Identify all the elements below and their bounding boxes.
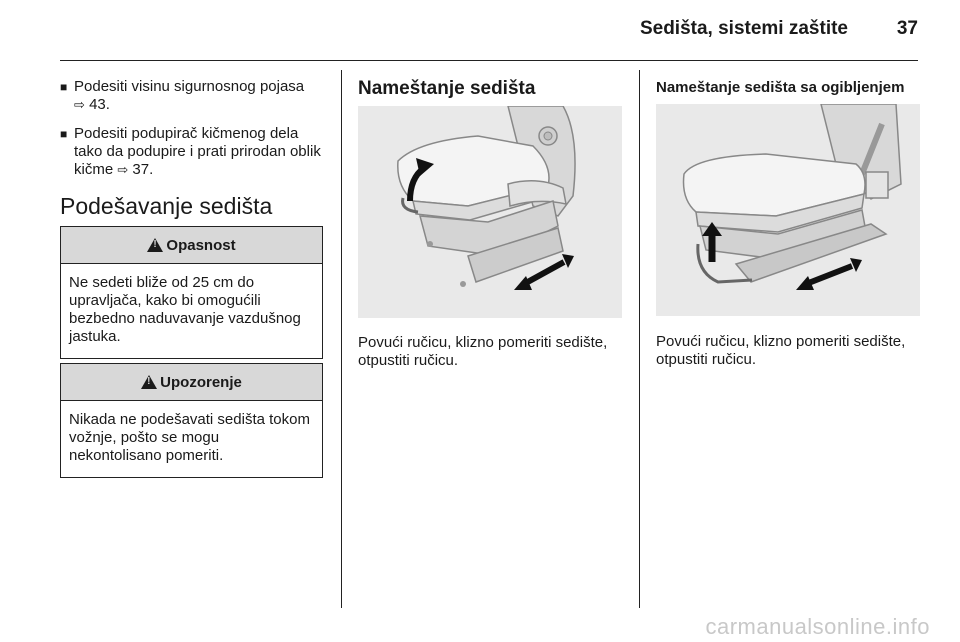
left-column <box>60 78 326 190</box>
warning-box <box>60 363 323 478</box>
seat-adjustment-illustration <box>358 106 622 318</box>
warning-box-header <box>61 364 322 401</box>
warning-triangle-icon <box>147 238 163 252</box>
header-divider <box>60 60 918 61</box>
cross-reference-arrow-icon: ⇨ <box>117 163 129 178</box>
cross-reference-arrow-icon: ⇨ <box>74 98 85 113</box>
suspension-seat-illustration <box>656 104 920 316</box>
column-divider <box>639 70 640 608</box>
bullet-text: Podesiti visinu sigurnosnog pojasa <box>74 78 305 95</box>
middle-caption: Povući ručicu, klizno pomeriti sedište, otpustiti ručicu. <box>358 334 608 369</box>
list-item <box>60 125 326 180</box>
list-item-text <box>74 125 326 180</box>
list-item-text <box>74 78 304 115</box>
danger-box-title: Opasnost <box>166 236 236 254</box>
bullet-icon: ■ <box>60 80 68 94</box>
warning-triangle-icon <box>141 375 157 389</box>
warning-box-title: Upozorenje <box>160 373 242 391</box>
danger-box-header <box>61 227 322 264</box>
cross-reference-page[interactable]: 43. <box>89 96 110 113</box>
suspension-seat-illustration-icon <box>656 104 920 316</box>
cross-reference-page[interactable]: 37. <box>132 161 154 178</box>
right-heading: Nameštanje sedišta sa ogibljenjem <box>656 79 905 96</box>
list-item <box>60 78 326 115</box>
page-number: 37 <box>896 18 918 39</box>
bullet-text: Podesiti podupirač kičmenog dela tako da podupire i prati prirodan oblik kičme <box>74 125 321 178</box>
danger-box-text: Ne sedeti bliže od 25 cm do upravljača, kako bi omogućili bezbedno naduvavanje vazdušnog jastuka. <box>69 274 301 345</box>
bullet-icon: ■ <box>60 127 68 141</box>
warning-box-text: Nikada ne podešavati sedišta tokom vožnje, pošto se mogu nekontolisano pomeriti. <box>69 411 310 464</box>
seat-illustration-icon <box>358 106 622 318</box>
middle-heading: Nameštanje sedišta <box>358 78 536 99</box>
column-divider <box>341 70 342 608</box>
page-header-title: Sedišta, sistemi zaštite <box>639 18 848 39</box>
right-caption: Povući ručicu, klizno pomeriti sedište, otpustiti ručicu. <box>656 333 906 368</box>
danger-box <box>60 226 323 359</box>
watermark: carmanualsonline.info <box>705 614 930 639</box>
section-heading: Podešavanje sedišta <box>60 193 273 219</box>
